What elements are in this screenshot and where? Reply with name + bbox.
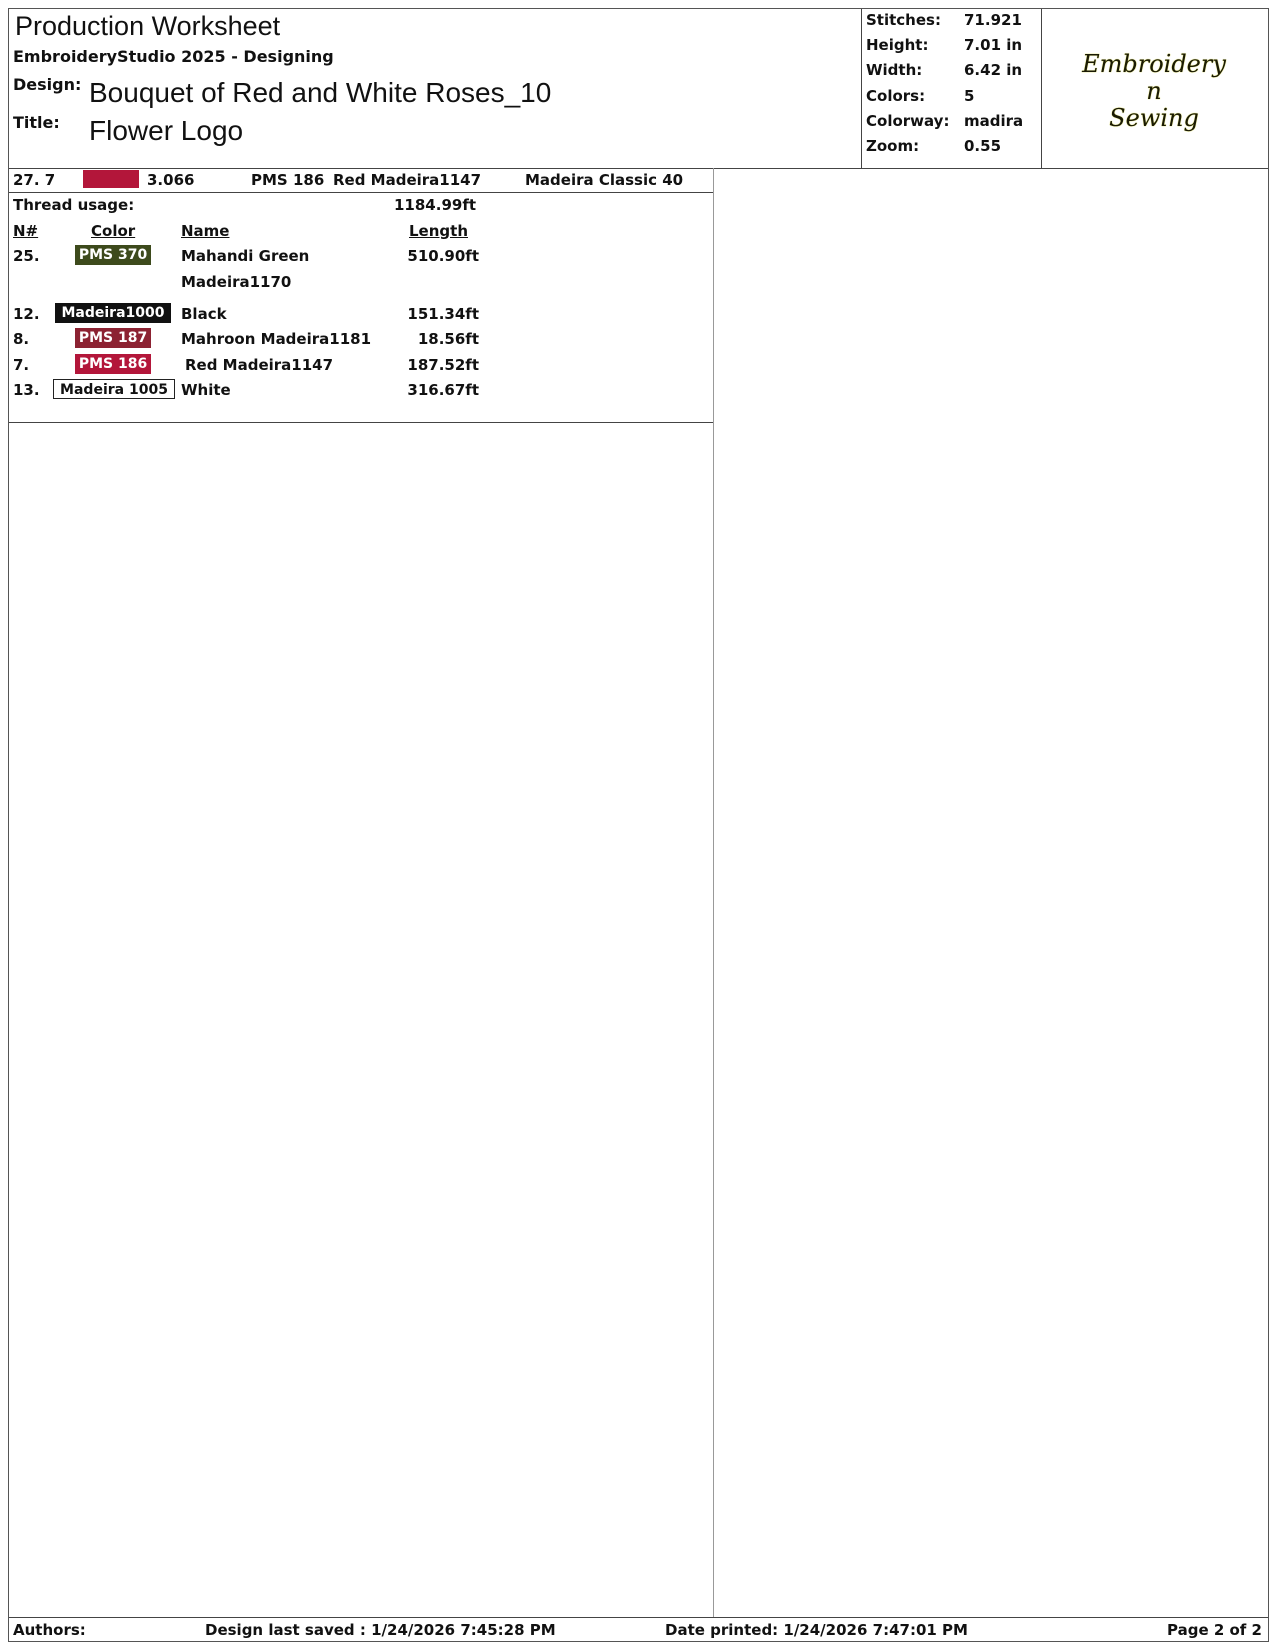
row-num: 7. xyxy=(13,356,30,374)
row-length: 18.56ft xyxy=(417,330,479,348)
design-stats xyxy=(861,9,1042,168)
row-name: Black xyxy=(181,305,227,323)
row-length: 187.52ft xyxy=(407,356,479,374)
stat-label: Colors: xyxy=(866,87,926,105)
header-info xyxy=(9,9,861,168)
brand-logo xyxy=(1040,9,1268,168)
stat-width xyxy=(866,61,1036,85)
stat-value: 5 xyxy=(964,87,975,105)
title-label: Title: xyxy=(13,113,60,132)
col-header-color: Color xyxy=(91,222,136,240)
page-number: Page 2 of 2 xyxy=(1167,1621,1262,1639)
stat-label: Width: xyxy=(866,61,923,79)
stat-colors xyxy=(866,87,1036,111)
stop-thread-name: Red Madeira1147 xyxy=(333,171,482,189)
production-worksheet xyxy=(8,8,1269,1642)
stat-colorway xyxy=(866,112,1036,136)
color-chip: PMS 187 xyxy=(75,328,151,348)
row-num: 13. xyxy=(13,381,40,399)
stat-label: Stitches: xyxy=(866,11,941,29)
table-row xyxy=(9,378,713,402)
software-name: EmbroideryStudio 2025 - Designing xyxy=(13,47,334,66)
color-chip: PMS 186 xyxy=(75,354,151,374)
row-num: 12. xyxy=(13,305,40,323)
stop-stitches: 3.066 xyxy=(147,171,195,189)
stop-code: PMS 186 xyxy=(251,171,325,189)
stop-index: 27. 7 xyxy=(13,171,56,189)
worksheet-footer xyxy=(9,1617,1268,1642)
stop-thread-brand: Madeira Classic 40 xyxy=(525,171,684,189)
stat-value: 71.921 xyxy=(964,11,1022,29)
table-row xyxy=(9,244,713,268)
color-chip: Madeira 1005 xyxy=(53,379,175,399)
col-header-num: N# xyxy=(13,222,39,240)
stat-label: Colorway: xyxy=(866,112,950,130)
date-printed: Date printed: 1/24/2026 7:47:01 PM xyxy=(665,1621,968,1639)
col-header-length: Length xyxy=(409,222,468,240)
row-name-line2: Madeira1170 xyxy=(181,273,292,291)
stat-value: madira xyxy=(964,112,1024,130)
logo-line: Sewing xyxy=(1109,104,1199,132)
authors-label: Authors: xyxy=(13,1621,86,1639)
stat-value: 7.01 in xyxy=(964,36,1023,54)
row-length: 316.67ft xyxy=(407,381,479,399)
row-num: 8. xyxy=(13,330,30,348)
table-row xyxy=(9,353,713,377)
design-label: Design: xyxy=(13,75,82,94)
color-chip: PMS 370 xyxy=(75,245,151,265)
table-row xyxy=(9,302,713,326)
logo-line: n xyxy=(1146,77,1162,105)
row-length: 510.90ft xyxy=(407,247,479,265)
worksheet-header xyxy=(9,9,1268,169)
thread-usage-table xyxy=(9,192,713,423)
stat-height xyxy=(866,36,1036,60)
stat-stitches xyxy=(866,11,1036,35)
stat-label: Height: xyxy=(866,36,929,54)
logo-text xyxy=(1040,51,1268,132)
last-saved: Design last saved : 1/24/2026 7:45:28 PM xyxy=(205,1621,556,1639)
color-chip: Madeira1000 xyxy=(55,303,171,323)
color-stop-row xyxy=(9,168,713,193)
row-name: Mahroon Madeira1181 xyxy=(181,330,372,348)
row-length: 151.34ft xyxy=(407,305,479,323)
logo-line: Embroidery xyxy=(1082,50,1226,78)
row-num: 25. xyxy=(13,247,40,265)
stat-value: 0.55 xyxy=(964,137,1002,155)
thread-usage-total: 1184.99ft xyxy=(394,196,477,214)
thread-panel xyxy=(9,168,714,1617)
stat-value: 6.42 in xyxy=(964,61,1023,79)
row-name: Red Madeira1147 xyxy=(185,356,334,374)
page-title: Production Worksheet xyxy=(15,11,281,41)
design-name: Bouquet of Red and White Roses_10 xyxy=(89,77,552,108)
title-value: Flower Logo xyxy=(89,115,244,146)
row-name: White xyxy=(181,381,231,399)
stat-zoom xyxy=(866,137,1036,161)
stat-label: Zoom: xyxy=(866,137,920,155)
row-name: Mahandi Green xyxy=(181,247,310,265)
table-row xyxy=(9,327,713,351)
table-row-continuation xyxy=(9,270,713,294)
thread-usage-label: Thread usage: xyxy=(13,196,135,214)
color-swatch xyxy=(83,170,139,188)
col-header-name: Name xyxy=(181,222,230,240)
